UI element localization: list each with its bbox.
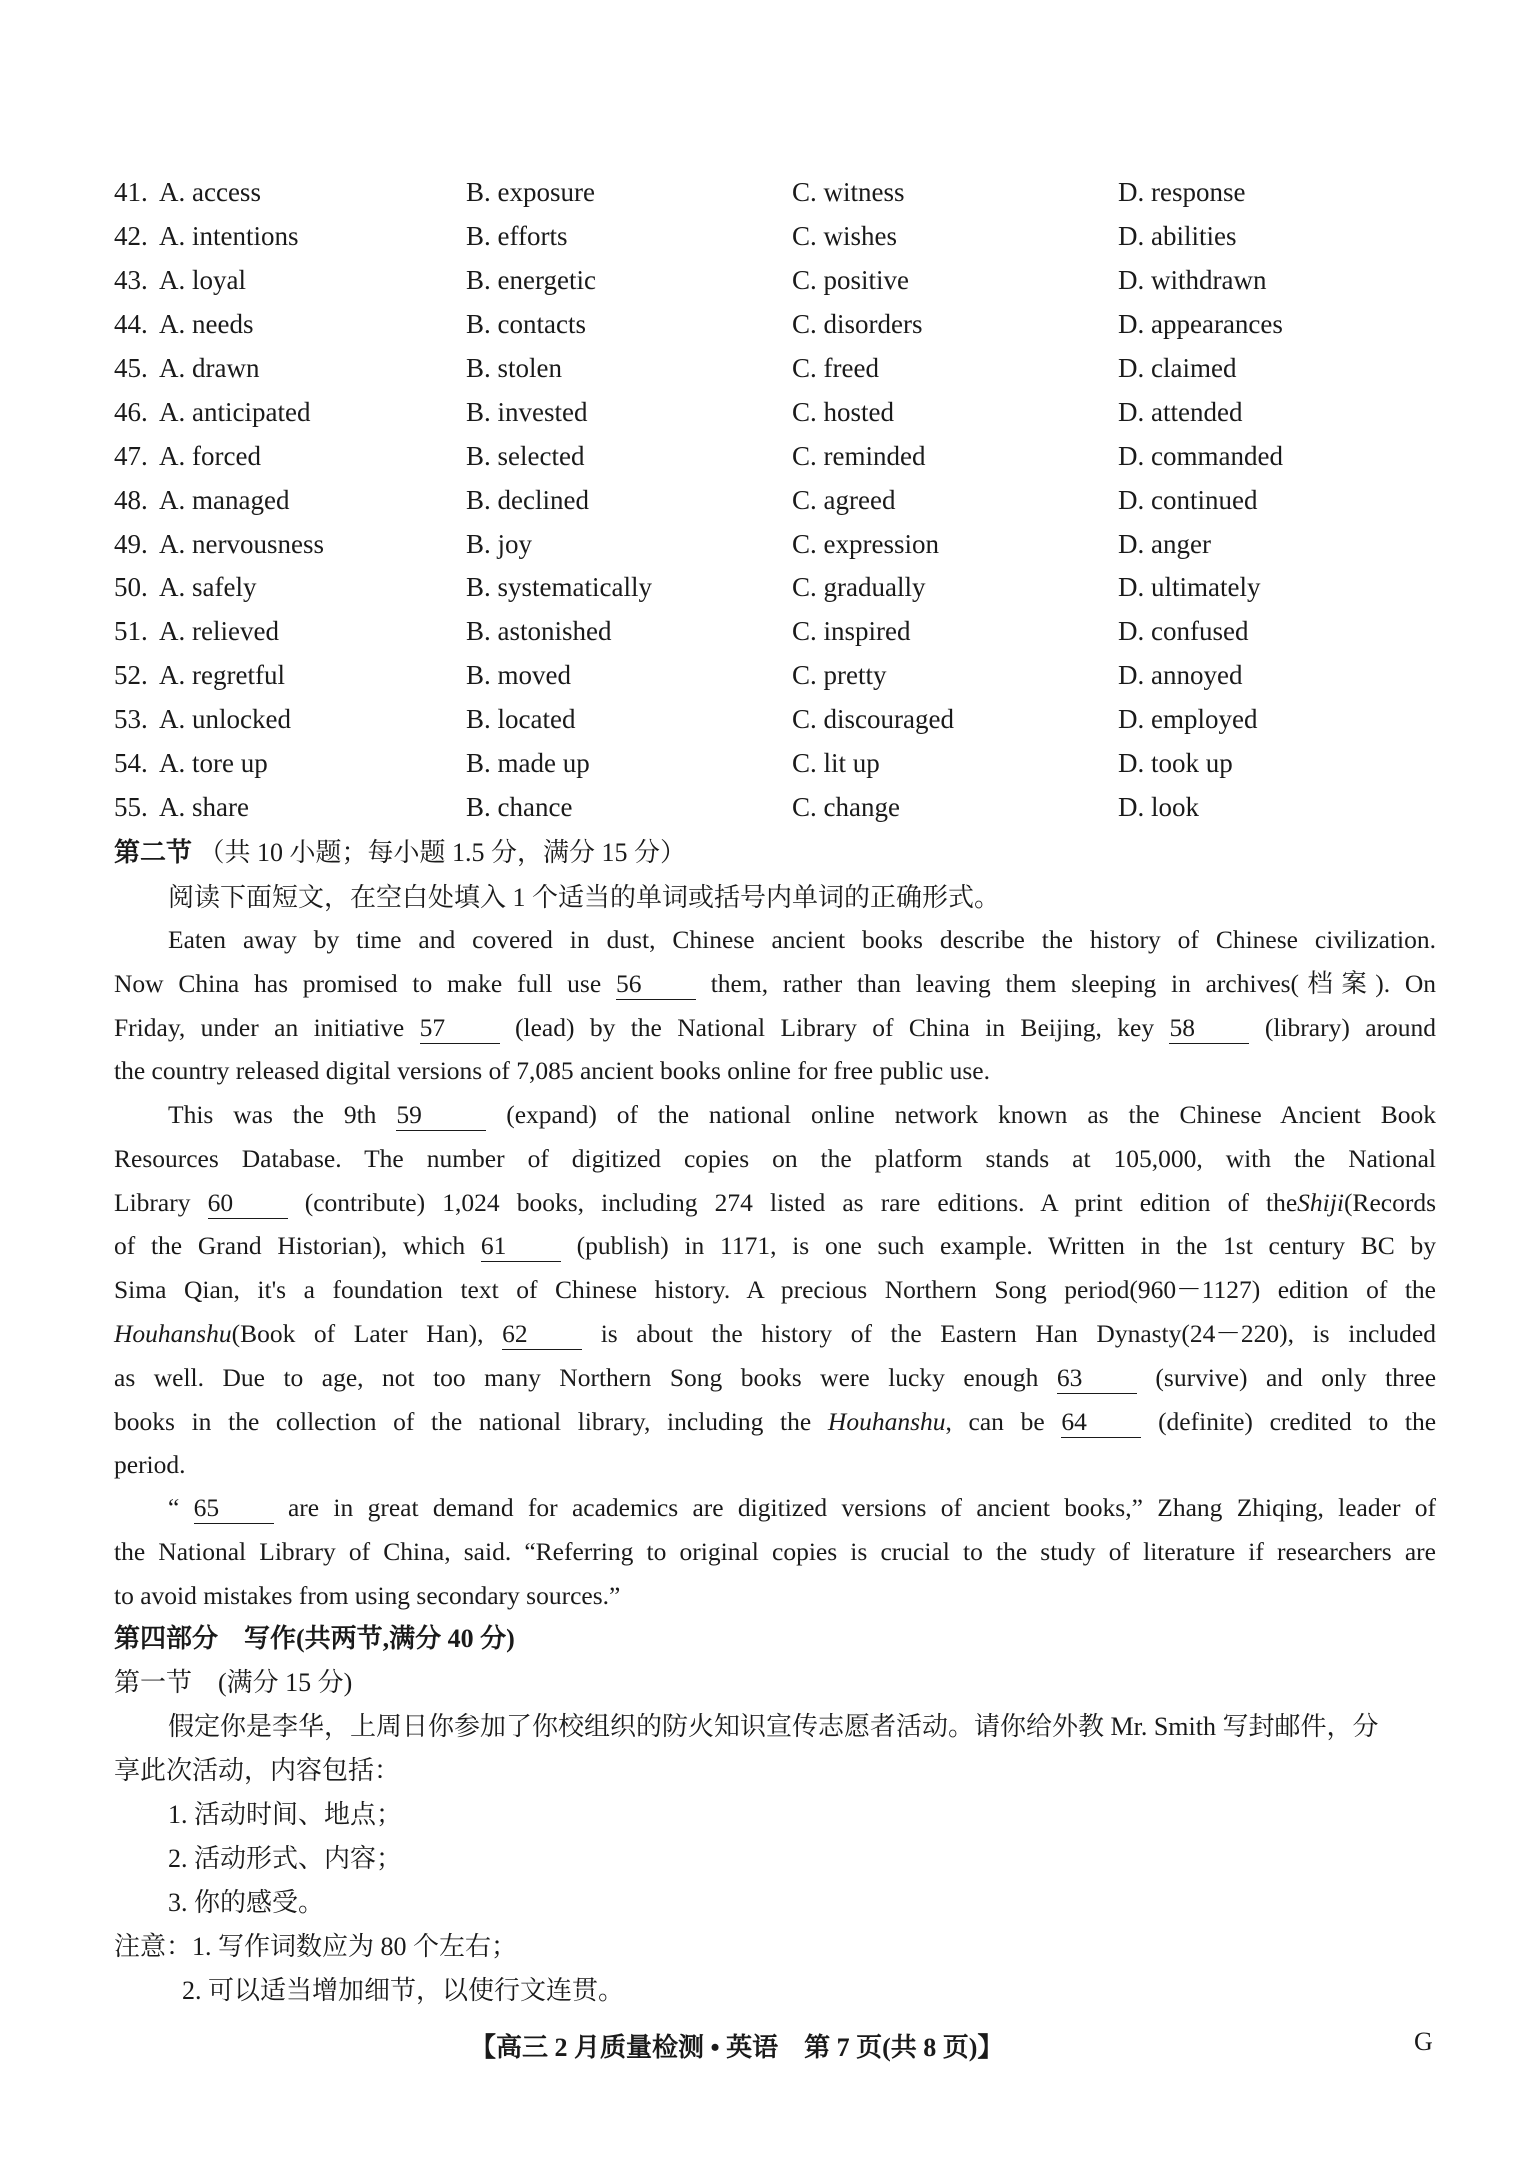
option-row <box>114 522 1444 566</box>
option-c: C. agreed <box>792 484 896 515</box>
blank-65: 65 <box>194 1493 274 1524</box>
text-span: books in the collection of the national library, including the <box>114 1406 812 1436</box>
blank-58: 58 <box>1169 1013 1249 1044</box>
passage-line <box>114 962 1436 1006</box>
text-span: (expand) of the national online network known as the Chinese Ancient Book <box>506 1100 1437 1129</box>
option-a: A. anticipated <box>159 396 311 427</box>
option-b: B. astonished <box>466 616 612 647</box>
passage-line <box>114 1486 1436 1530</box>
option-b: B. made up <box>466 748 590 779</box>
option-row <box>114 698 1444 742</box>
text-span: Friday, under an initiative <box>114 1012 405 1042</box>
text-span: (publish) in 1171, is one such example. Written in the 1st century BC by <box>576 1231 1437 1261</box>
blank-63: 63 <box>1057 1363 1137 1394</box>
option-b: B. located <box>466 704 576 735</box>
option-row <box>114 654 1444 698</box>
question-number: 55. <box>114 791 148 822</box>
blank-61: 61 <box>481 1231 561 1262</box>
option-d: D. appearances <box>1118 309 1283 340</box>
option-b: B. stolen <box>466 353 563 383</box>
passage-line: Resources Database. The number of digitized copies on the platform stands at 105,000, with the National <box>114 1143 1436 1173</box>
option-row <box>114 215 1444 259</box>
passage-line <box>114 1224 1436 1268</box>
section2-instruction: 阅读下面短文，在空白处填入 1 个适当的单词或括号内单词的正确形式。 <box>168 883 1001 912</box>
section2-title: 第二节 <box>114 838 193 867</box>
option-c: C. disorders <box>792 309 923 340</box>
text-span: them, rather than leaving them sleeping in archives(档案). On <box>710 968 1436 998</box>
passage-line: Sima Qian, it's a foundation text of Chinese history. A precious Northern Song period(960－1127) edition of the <box>114 1275 1436 1305</box>
option-a: A. tore up <box>159 748 268 779</box>
passage-line: Eaten away by time and covered in dust, Chinese ancient books describe the history of Chinese civilization. <box>168 925 1436 954</box>
question-number: 44. <box>114 309 148 340</box>
passage-paragraph-3 <box>114 1486 1436 1617</box>
question-number: 46. <box>114 396 148 427</box>
option-a: A. nervousness <box>159 528 324 559</box>
option-d: D. took up <box>1118 748 1233 779</box>
footer-page-info: 【高三 2 月质量检测 • 英语 第 7 页(共 8 页)】 <box>470 2033 1004 2062</box>
option-a: A. unlocked <box>159 704 291 735</box>
option-c: C. wishes <box>792 221 898 252</box>
section2-note: （共 10 小题；每小题 1.5 分，满分 15 分） <box>198 838 687 867</box>
question-number: 51. <box>114 616 148 647</box>
blank-62: 62 <box>502 1319 582 1350</box>
text-span: (contribute) 1,024 books, including 274 listed as rare editions. A print edition of the <box>304 1187 1298 1217</box>
option-d: D. continued <box>1118 484 1258 515</box>
option-c: C. lit up <box>792 748 880 779</box>
passage-line <box>114 1356 1436 1400</box>
question-number: 54. <box>114 748 148 779</box>
option-a: A. access <box>159 177 261 208</box>
option-c: C. hosted <box>792 396 895 427</box>
text-span: as well. Due to age, not too many Northern Song books were lucky enough <box>114 1362 1039 1392</box>
option-b: B. declined <box>466 484 589 515</box>
option-d: D. look <box>1118 791 1199 822</box>
text-span: This was the 9th <box>168 1100 377 1129</box>
option-b: B. invested <box>466 396 588 427</box>
writing-prompt-line-1: 假定你是李华，上周日你参加了你校组织的防火知识宣传志愿者活动。请你给外教 Mr. Smith 写封邮件，分 <box>168 1712 1379 1741</box>
option-c: C. discouraged <box>792 704 954 735</box>
italic-title: Shiji <box>1297 1187 1344 1217</box>
passage-paragraph-2 <box>114 1093 1436 1487</box>
italic-title: Houhanshu <box>827 1406 946 1436</box>
text-span: (library) around <box>1264 1012 1437 1042</box>
part4-heading: 第四部分 写作(共两节,满分 40 分) <box>114 1624 515 1653</box>
option-d: D. commanded <box>1118 440 1283 471</box>
question-number: 42. <box>114 221 148 252</box>
option-d: D. claimed <box>1118 353 1237 383</box>
passage-line <box>114 1006 1436 1050</box>
passage-line <box>114 1400 1436 1444</box>
question-number: 52. <box>114 660 148 691</box>
option-b: B. exposure <box>466 177 595 208</box>
part4-section1-heading: 第一节 (满分 15 分) <box>114 1668 353 1697</box>
passage-line: the National Library of China, said. “Referring to original copies is crucial to the study of literature if researchers are <box>114 1536 1436 1566</box>
option-row <box>114 742 1444 786</box>
writing-requirement-3: 3. 你的感受。 <box>168 1888 325 1917</box>
option-b: B. chance <box>466 791 573 822</box>
question-number: 49. <box>114 528 148 559</box>
option-row <box>114 434 1444 478</box>
option-c: C. witness <box>792 177 905 208</box>
option-c: C. gradually <box>792 572 926 603</box>
italic-title: Houhanshu <box>114 1318 232 1348</box>
option-b: B. systematically <box>466 572 652 603</box>
blank-59: 59 <box>396 1100 486 1131</box>
text-span: (lead) by the National Library of China in Beijing, key <box>515 1012 1155 1042</box>
writing-note-2: 2. 可以适当增加细节，以使行文连贯。 <box>182 1976 625 2005</box>
option-d: D. annoyed <box>1118 660 1243 691</box>
text-span: (Book of Later Han), <box>231 1318 484 1348</box>
option-d: D. anger <box>1118 528 1211 559</box>
option-b: B. joy <box>466 528 533 559</box>
option-b: B. selected <box>466 440 585 471</box>
option-c: C. pretty <box>792 660 887 691</box>
footer-version-letter: G <box>1414 2027 1433 2056</box>
question-number: 47. <box>114 440 148 471</box>
text-span: “ <box>168 1493 180 1522</box>
option-row <box>114 478 1444 522</box>
option-a: A. needs <box>159 309 254 340</box>
option-row <box>114 610 1444 654</box>
option-a: A. share <box>159 791 249 822</box>
option-d: D. employed <box>1118 704 1258 735</box>
option-c: C. change <box>792 791 900 822</box>
section2-heading <box>114 832 686 869</box>
question-number: 41. <box>114 177 148 208</box>
passage-line: to avoid mistakes from using secondary sources.” <box>114 1580 621 1610</box>
passage-line: period. <box>114 1450 186 1480</box>
option-a: A. relieved <box>159 616 279 647</box>
question-number: 43. <box>114 265 148 296</box>
passage-line <box>114 1093 1436 1137</box>
options-table <box>114 171 1444 829</box>
writing-prompt-line-2: 享此次活动，内容包括： <box>114 1756 401 1785</box>
option-b: B. efforts <box>466 221 568 252</box>
writing-requirement-2: 2. 活动形式、内容； <box>168 1844 403 1873</box>
text-span: Now China has promised to make full use <box>114 968 602 998</box>
passage-line <box>114 1181 1436 1225</box>
passage-paragraph-1 <box>114 918 1436 1093</box>
writing-note-1: 注意：1. 写作词数应为 80 个左右； <box>114 1932 518 1961</box>
option-row <box>114 171 1444 215</box>
option-c: C. positive <box>792 265 910 296</box>
option-d: D. withdrawn <box>1118 265 1267 296</box>
blank-64: 64 <box>1061 1407 1141 1438</box>
option-c: C. reminded <box>792 440 926 471</box>
text-span: are in great demand for academics are digitized versions of ancient books,” Zhang Zhiqing, leader of <box>287 1493 1437 1522</box>
question-number: 48. <box>114 484 148 515</box>
option-a: A. regretful <box>159 660 285 691</box>
option-c: C. expression <box>792 528 939 559</box>
option-a: A. forced <box>159 440 261 471</box>
question-number: 45. <box>114 353 148 383</box>
option-c: C. inspired <box>792 616 911 647</box>
option-d: D. response <box>1118 177 1246 208</box>
text-span: of the Grand Historian), which <box>114 1231 466 1261</box>
option-row <box>114 566 1444 610</box>
option-d: D. abilities <box>1118 221 1237 252</box>
passage-line: the country released digital versions of 7,085 ancient books online for free public use. <box>114 1056 990 1086</box>
option-a: A. safely <box>159 572 257 603</box>
option-row <box>114 785 1444 829</box>
option-d: D. ultimately <box>1118 572 1261 603</box>
option-b: B. moved <box>466 660 571 691</box>
writing-requirement-1: 1. 活动时间、地点； <box>168 1800 403 1829</box>
text-span: (Records <box>1343 1187 1436 1217</box>
option-row <box>114 259 1444 303</box>
text-span: is about the history of the Eastern Han Dynasty(24－220), is included <box>600 1318 1436 1348</box>
option-d: D. confused <box>1118 616 1249 647</box>
passage-line <box>114 1312 1436 1356</box>
option-a: A. drawn <box>159 353 260 383</box>
option-a: A. managed <box>159 484 290 515</box>
option-b: B. energetic <box>466 265 596 296</box>
option-row <box>114 303 1444 347</box>
text-span: , can be <box>945 1406 1045 1436</box>
text-span: (survive) and only three <box>1155 1362 1437 1392</box>
option-row <box>114 390 1444 434</box>
option-d: D. attended <box>1118 396 1243 427</box>
text-span: (definite) credited to the <box>1158 1406 1437 1436</box>
option-a: A. loyal <box>159 265 246 296</box>
option-b: B. contacts <box>466 309 586 340</box>
blank-60: 60 <box>208 1188 288 1219</box>
text-span: Library <box>114 1187 191 1217</box>
blank-57: 57 <box>420 1013 500 1044</box>
question-number: 50. <box>114 572 148 603</box>
blank-56: 56 <box>616 969 696 1000</box>
option-a: A. intentions <box>159 221 299 252</box>
question-number: 53. <box>114 704 148 735</box>
option-row <box>114 347 1444 391</box>
option-c: C. freed <box>792 353 879 383</box>
